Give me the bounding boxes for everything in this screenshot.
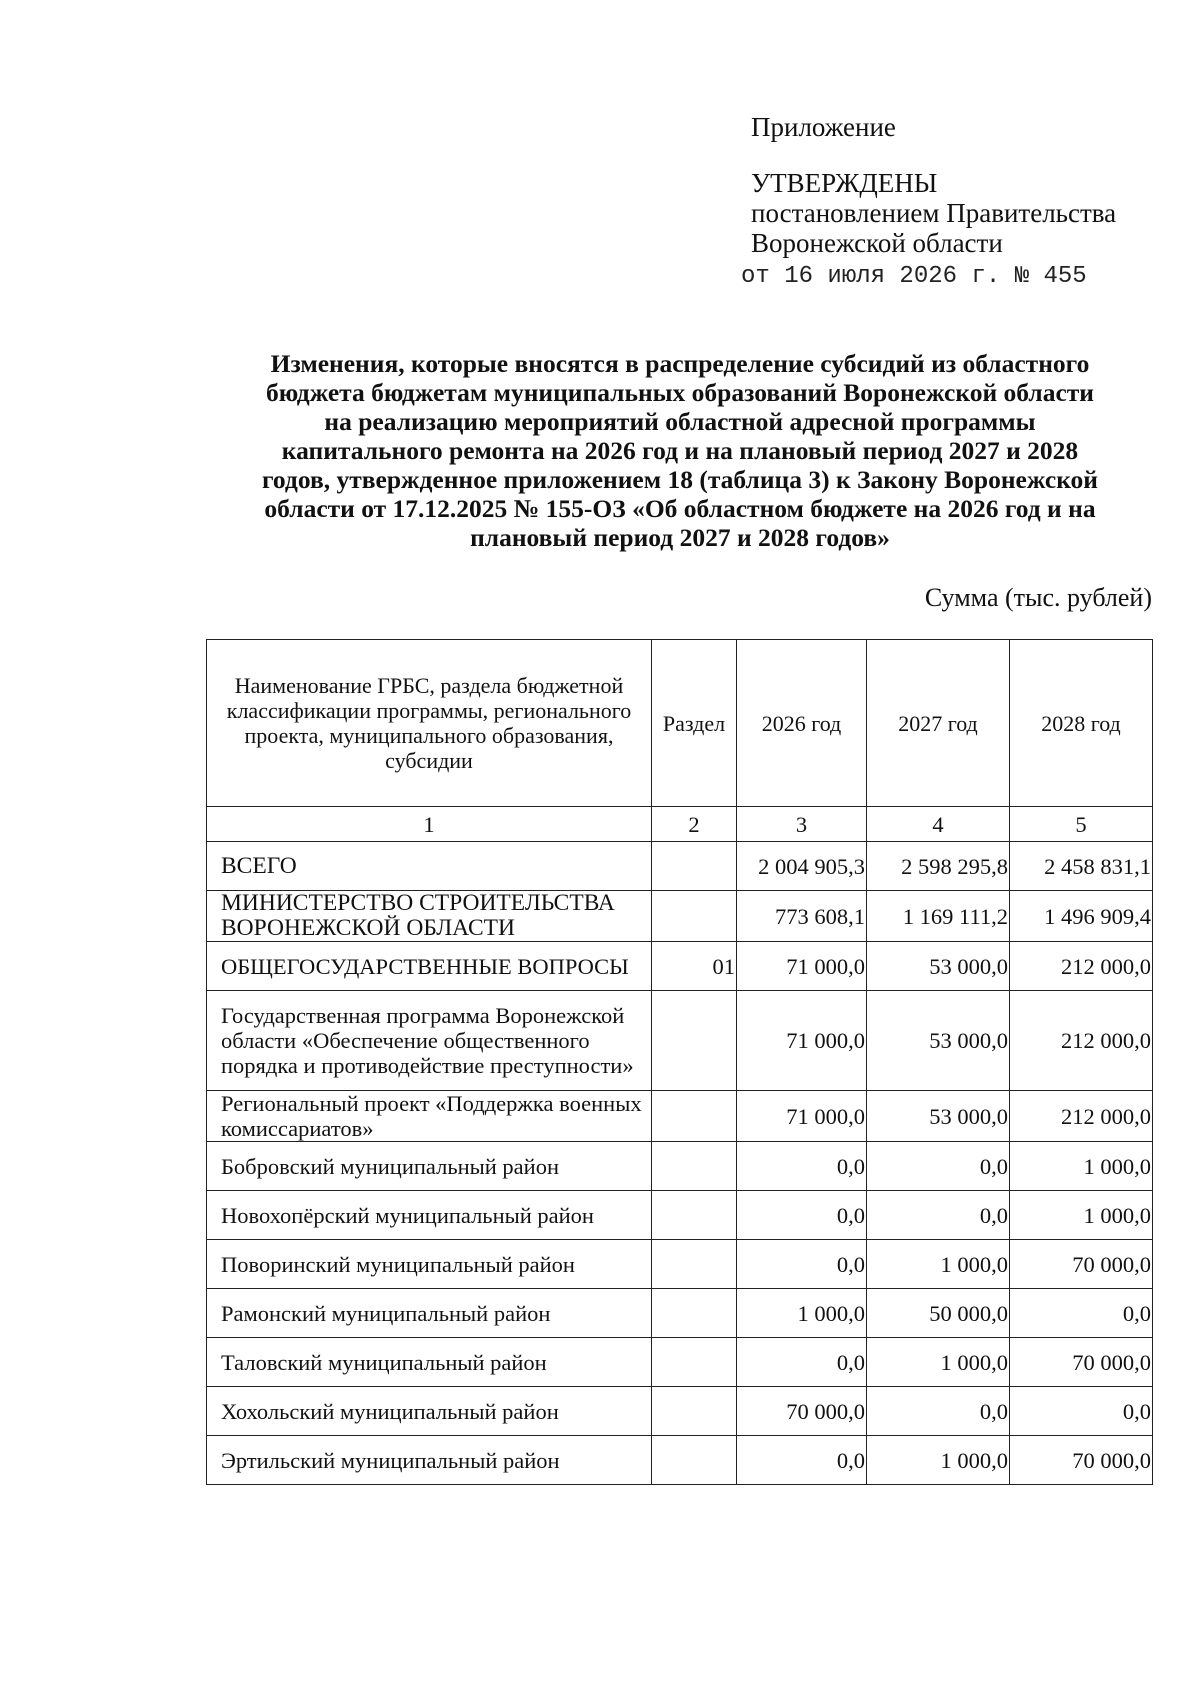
row-value-2027: 53 000,0 (867, 942, 1010, 991)
approved-label: УТВЕРЖДЕНЫ (751, 168, 938, 198)
row-section (652, 1387, 737, 1436)
column-number: 2 (652, 807, 737, 842)
row-value-2026: 1 000,0 (737, 1289, 867, 1338)
table-row (207, 991, 1153, 1091)
row-name: Таловский муниципальный район (207, 1338, 652, 1387)
row-value-2027: 2 598 295,8 (867, 842, 1010, 891)
row-value-2028: 212 000,0 (1010, 991, 1153, 1091)
row-name: Бобровский муниципальный район (207, 1142, 652, 1191)
row-value-2026: 2 004 905,3 (737, 842, 867, 891)
row-section (652, 891, 737, 942)
table-row (207, 942, 1153, 991)
row-name: Государственная программа Воронежской области «Обеспечение общественного порядка и противодействие преступности» (207, 991, 652, 1091)
row-name: Хохольский муниципальный район (207, 1387, 652, 1436)
row-value-2028: 2 458 831,1 (1010, 842, 1153, 891)
row-value-2026: 71 000,0 (737, 1091, 867, 1142)
row-value-2026: 0,0 (737, 1142, 867, 1191)
row-value-2027: 1 000,0 (867, 1338, 1010, 1387)
table-row (207, 1387, 1153, 1436)
approval-block (741, 112, 1117, 292)
row-value-2028: 1 000,0 (1010, 1191, 1153, 1240)
row-section: 01 (652, 942, 737, 991)
table-row (207, 1240, 1153, 1289)
title-line: плановый период 2027 и 2028 годов» (470, 523, 890, 552)
title-line: на реализацию мероприятий областной адресной программы (324, 407, 1036, 436)
row-value-2027: 1 000,0 (867, 1436, 1010, 1485)
table-row (207, 891, 1153, 942)
row-value-2026: 71 000,0 (737, 991, 867, 1091)
appendix-label: Приложение (751, 112, 896, 142)
row-value-2027: 1 169 111,2 (867, 891, 1010, 942)
header-name: Наименование ГРБС, раздела бюджетной классификации программы, регионального проекта, муниципального образования, субсидии (207, 640, 652, 807)
row-value-2026: 71 000,0 (737, 942, 867, 991)
row-section (652, 1240, 737, 1289)
title-line: области от 17.12.2025 № 155-ОЗ «Об областном бюджете на 2026 год и на (264, 494, 1096, 523)
column-number: 5 (1010, 807, 1153, 842)
row-section (652, 1289, 737, 1338)
row-value-2027: 0,0 (867, 1387, 1010, 1436)
table-row (207, 1142, 1153, 1191)
row-section (652, 1142, 737, 1191)
title-line: капитального ремонта на 2026 год и на плановый период 2027 и 2028 (281, 436, 1079, 465)
column-number: 4 (867, 807, 1010, 842)
header-2028: 2028 год (1010, 640, 1153, 807)
row-section (652, 1091, 737, 1142)
header-2026: 2026 год (737, 640, 867, 807)
title-line: годов, утвержденное приложением 18 (таблица 3) к Закону Воронежской (261, 465, 1099, 494)
table-row (207, 1436, 1153, 1485)
issuer-line-1: постановлением Правительства (751, 198, 1117, 228)
row-name: Поворинский муниципальный район (207, 1240, 652, 1289)
table-row (207, 1091, 1153, 1142)
row-name: Новохопёрский муниципальный район (207, 1191, 652, 1240)
row-value-2028: 0,0 (1010, 1289, 1153, 1338)
row-value-2028: 70 000,0 (1010, 1338, 1153, 1387)
header-2027: 2027 год (867, 640, 1010, 807)
row-value-2027: 0,0 (867, 1191, 1010, 1240)
row-name: МИНИСТЕРСТВО СТРОИТЕЛЬСТВА ВОРОНЕЖСКОЙ ОБЛАСТИ (207, 891, 652, 942)
row-value-2026: 773 608,1 (737, 891, 867, 942)
row-value-2028: 1 496 909,4 (1010, 891, 1153, 942)
row-value-2028: 70 000,0 (1010, 1240, 1153, 1289)
row-value-2026: 0,0 (737, 1436, 867, 1485)
row-value-2027: 0,0 (867, 1142, 1010, 1191)
row-value-2028: 1 000,0 (1010, 1142, 1153, 1191)
row-section (652, 991, 737, 1091)
row-value-2027: 50 000,0 (867, 1289, 1010, 1338)
row-value-2026: 0,0 (737, 1191, 867, 1240)
row-value-2028: 70 000,0 (1010, 1436, 1153, 1485)
row-value-2027: 53 000,0 (867, 1091, 1010, 1142)
row-value-2027: 53 000,0 (867, 991, 1010, 1091)
row-value-2026: 0,0 (737, 1240, 867, 1289)
row-value-2027: 1 000,0 (867, 1240, 1010, 1289)
row-name: Эртильский муниципальный район (207, 1436, 652, 1485)
row-section (652, 1338, 737, 1387)
row-value-2028: 212 000,0 (1010, 942, 1153, 991)
header-row (207, 640, 1153, 807)
row-value-2026: 70 000,0 (737, 1387, 867, 1436)
row-name: ВСЕГО (207, 842, 652, 891)
table-row (207, 1338, 1153, 1387)
document-title (190, 349, 1170, 552)
column-number: 1 (207, 807, 652, 842)
title-line: Изменения, которые вносятся в распределение субсидий из областного (270, 349, 1090, 378)
row-name: Региональный проект «Поддержка военных комиссариатов» (207, 1091, 652, 1142)
header-section: Раздел (652, 640, 737, 807)
issuer-line-2: Воронежской области (751, 228, 1003, 258)
row-value-2028: 0,0 (1010, 1387, 1153, 1436)
row-section (652, 842, 737, 891)
decree-date-number: от 16 июля 2026 г. № 455 (741, 263, 1087, 290)
column-number: 3 (737, 807, 867, 842)
row-section (652, 1436, 737, 1485)
subsidy-table (206, 639, 1153, 1485)
row-name: Рамонский муниципальный район (207, 1289, 652, 1338)
column-number-row (207, 807, 1153, 842)
table-row (207, 842, 1153, 891)
table-row (207, 1289, 1153, 1338)
table-row (207, 1191, 1153, 1240)
units-label: Сумма (тыс. рублей) (924, 583, 1152, 612)
row-value-2028: 212 000,0 (1010, 1091, 1153, 1142)
row-name: ОБЩЕГОСУДАРСТВЕННЫЕ ВОПРОСЫ (207, 942, 652, 991)
row-section (652, 1191, 737, 1240)
row-value-2026: 0,0 (737, 1338, 867, 1387)
title-line: бюджета бюджетам муниципальных образований Воронежской области (266, 378, 1094, 407)
